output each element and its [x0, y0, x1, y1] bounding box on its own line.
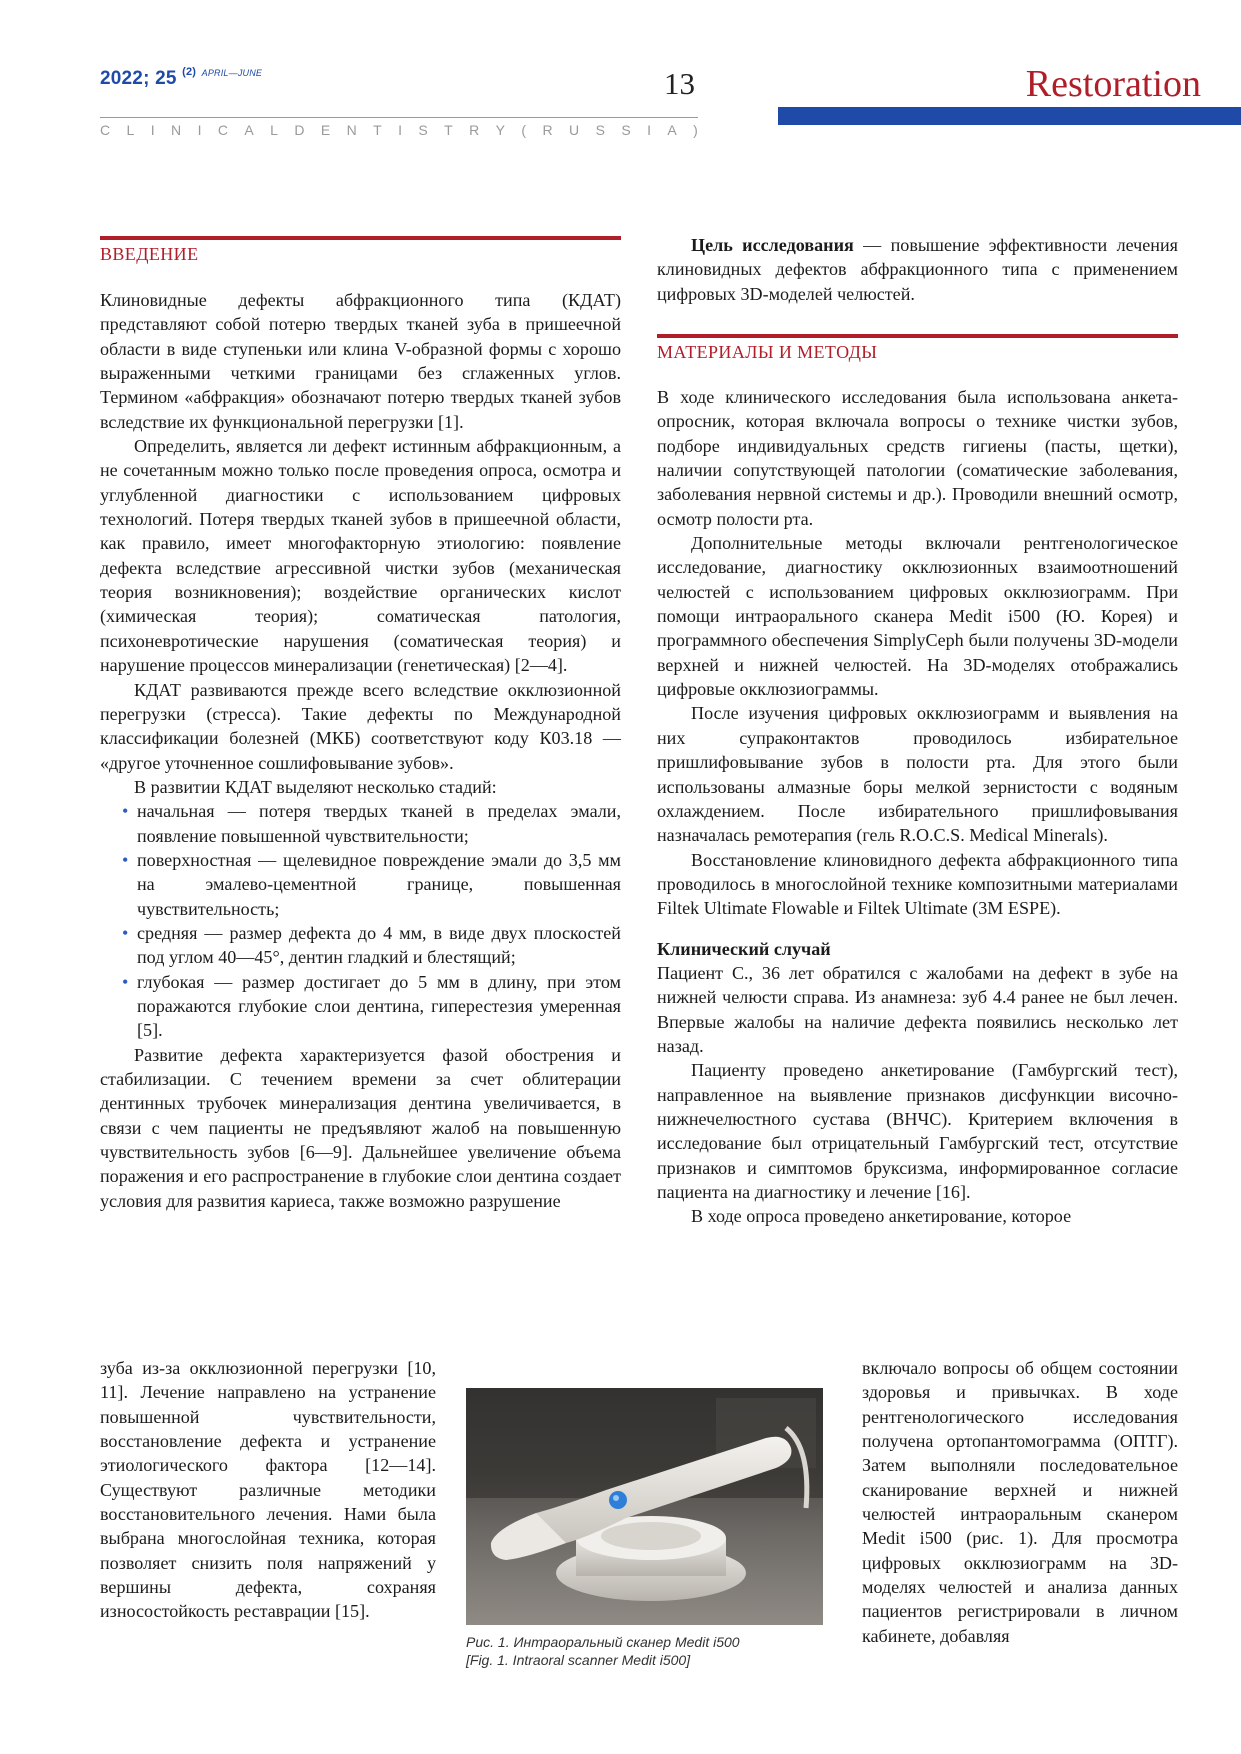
journal-letter: T: [373, 122, 382, 138]
journal-letter: Y: [495, 122, 506, 138]
methods-rule: [657, 334, 1178, 338]
list-item: • начальная — потеря твердых тканей в пределах эмали, появление повышенной чувствительности;: [100, 799, 621, 848]
journal-letter: I: [398, 122, 403, 138]
issue-year: 2022; 25: [100, 68, 177, 89]
journal-letter: A: [667, 122, 677, 138]
methods-paragraph: В ходе клинического исследования была использована анкета-опросник, которая включала вопросы о технике чистки зубов, подборе индивидуальных средств гигиены (пасты, щетки), наличии сопутствующей патологии (соматические заболевания, заболевания нервной системы и др.). Проводили внешний осмотр, осмотр полости рта.: [657, 387, 1178, 529]
journal-letter: E: [320, 122, 331, 138]
left-column: [100, 288, 621, 1213]
journal-letter: D: [294, 122, 305, 138]
journal-letter: R: [469, 122, 480, 138]
caption-en: [Fig. 1. Intraoral scanner Medit i500]: [466, 1652, 691, 1668]
section-title: Restoration: [1025, 63, 1201, 105]
methods-heading: МАТЕРИАЛЫ И МЕТОДЫ: [657, 342, 878, 362]
intro-paragraph: Развитие дефекта характеризуется фазой обострения и стабилизации. С течением времени за счет облитерации дентинных трубочек минерализация дентина увеличивается, в связи с чем пациенты не предъявляют жалоб на повышенную чувствительность зубов [6—9]. Дальнейшее увеличение объема поражения и его распространение в глубокие слои дентина создает условия для развития кариеса, также возможно разрушение: [100, 1044, 621, 1211]
intro-heading: ВВЕДЕНИЕ: [100, 244, 199, 264]
journal-letter: S: [595, 122, 605, 138]
journal-letter: I: [150, 122, 155, 138]
right-column: [657, 385, 1178, 1229]
issue-months: APRIL—JUNE: [201, 68, 263, 78]
left-column-continued: [100, 1356, 436, 1624]
intro-paragraph: зуба из-за окклюзионной перегрузки [10, 11]. Лечение направлено на устранение повышенной чувствительности, восстановление дефекта и устранение этиологического фактора [12—14]. Существуют различные методики восстановительного лечения. Нами была выбрана многослойная техника, которая позволяет снизить поля напряжений у вершины дефекта, сохраняя износостойкость реставрации [15].: [100, 1358, 436, 1622]
journal-letter: U: [569, 122, 580, 138]
journal-letter: N: [346, 122, 357, 138]
list-item: • глубокая — размер достигает до 5 мм в длину, при этом поражаются глубокие слои дентина, гиперестезия умеренная [5].: [100, 970, 621, 1043]
aim-label: Цель исследования: [691, 235, 854, 255]
methods-paragraph: Дополнительные методы включали рентгенологическое исследование, диагностику окклюзионных взаимоотношений челюстей с использованием цифровых окклюзиограмм. При помощи интраорального сканера Medit i500 (Ю. Корея) и программного обеспечения SimplyCeph были получены 3D-модели верхней и нижней челюстей. На 3D-моделях отображались цифровые окклюзиограммы.: [657, 533, 1178, 700]
intro-paragraph: Определить, является ли дефект истинным абфракционным, а не сочетанным можно только после проведения опроса, осмотра и углубленной диагностики с использованием цифровых технологий. Потеря твердых тканей зубов в пришеечной области, как правило, имеет многофакторную этиологию: появление дефекта вследствие агрессивной чистки зубов (механическая теория возникновения); воздействие органических кислот (химическая теория); соматическая патология, психоневротические нарушения (соматическая теория) и нарушение процессов минерализации (генетическая) [2—4].: [100, 436, 621, 676]
journal-letter: S: [621, 122, 631, 138]
intro-paragraph: Клиновидные дефекты абфракционного типа (КДАТ) представляют собой потерю твердых тканей зуба в пришеечной области в виде ступеньки или клина V-образной формы с хорошо выраженными четкими границами без сглаженных углов. Термином «абфракция» обозначают потерю твердых тканей зубов вследствие их функциональной перегрузки [1].: [100, 290, 621, 432]
journal-letter: C: [100, 122, 111, 138]
section-bar: [778, 107, 1241, 125]
scanner-photo: [466, 1388, 823, 1625]
journal-letter: T: [444, 122, 453, 138]
methods-paragraph: Восстановление клиновидного дефекта абфракционного типа проводилось в многослойной технике композитными материалами Filtek Ultimate Flowable и Filtek Ultimate (3M ESPE).: [657, 849, 1178, 919]
page-number: 13: [664, 66, 695, 101]
case-heading: Клинический случай: [657, 938, 831, 959]
figure-caption: [466, 1633, 846, 1669]
right-column-continued: [862, 1356, 1178, 1648]
journal-letter: S: [418, 122, 428, 138]
intro-rule: [100, 236, 621, 240]
stages-list: [100, 799, 621, 1042]
methods-paragraph: После изучения цифровых окклюзиограмм и выявления на них супраконтактов проводилось избирательное пришлифовывание зубов в полости рта. Для этого были использованы алмазные боры мелкой зернистости с водяным охлаждением. После избирательного пришлифовывания назначалась ремотерапия (гель R.O.C.S. Medical Minerals).: [657, 703, 1178, 846]
journal-letter: I: [647, 122, 651, 138]
journal-name: [100, 122, 698, 138]
issue-info: [100, 68, 262, 90]
journal-letter: L: [126, 122, 135, 138]
scanner-illustration: [466, 1388, 823, 1625]
intro-paragraph: В развитии КДАТ выделяют несколько стадий:: [134, 776, 497, 797]
journal-letter: R: [542, 122, 553, 138]
list-item: • средняя — размер дефекта до 4 мм, в виде двух плоскостей под углом 40—45°, дентин гладкий и блестящий;: [100, 921, 621, 970]
journal-letter: L: [270, 122, 278, 138]
journal-letter: C: [217, 122, 228, 138]
case-paragraph: Пациенту проведено анкетирование (Гамбургский тест), направленное на выявление признаков дисфункции височно-нижнечелюстного сустава (ВНЧС). Критерием включения в исследование был отрицательный Гамбургский тест, отсутствие признаков и симптомов бруксизма, информированное согласие пациента на диагностику и лечение [16].: [657, 1060, 1178, 1202]
journal-letter: (: [521, 122, 527, 138]
case-paragraph: Пациент С., 36 лет обратился с жалобами на дефект в зубе на нижней челюсти справа. Из анамнеза: зуб 4.4 ранее не был лечен. Впервые жалобы на наличие дефекта появились несколько лет назад.: [657, 962, 1178, 1056]
issue-number: (2): [182, 66, 197, 78]
intro-paragraph: КДАТ развиваются прежде всего вследствие окклюзионной перегрузки (стресса). Такие дефекты по Международной классификации болезней (МКБ) соответствуют коду К03.18 — «другое уточненное сошлифовывание зубов».: [100, 679, 621, 773]
journal-letter: ): [693, 122, 698, 138]
list-item: • поверхностная — щелевидное повреждение эмали до 3,5 мм на эмалево-цементной границе, повышенная чувствительность;: [100, 848, 621, 921]
aim-text: — повышение эффективности лечения клиновидных дефектов абфракционного типа с применением цифровых 3D-моделей челюстей.: [657, 235, 1179, 304]
case-paragraph: В ходе опроса проведено анкетирование, которое: [691, 1206, 1072, 1227]
header-rule: [100, 117, 698, 118]
case-paragraph: включало вопросы об общем состоянии здоровья и привычках. В ходе рентгенологического исследования получена ортопантомограмма (ОПТГ). Затем выполняли последовательное сканирование верхней и нижней челюстей интраоральным сканером Medit i500 (рис. 1). Для просмотра цифровых окклюзиограмм на 3D-моделях челюстей и анализа данных пациентов регистрировали в личном кабинете, добавляя: [862, 1358, 1178, 1646]
aim-block: [657, 233, 1178, 306]
journal-letter: N: [171, 122, 182, 138]
journal-letter: A: [244, 122, 254, 138]
journal-letter: I: [197, 122, 202, 138]
caption-ru: Рис. 1. Интраоральный сканер Medit i500: [466, 1634, 740, 1650]
